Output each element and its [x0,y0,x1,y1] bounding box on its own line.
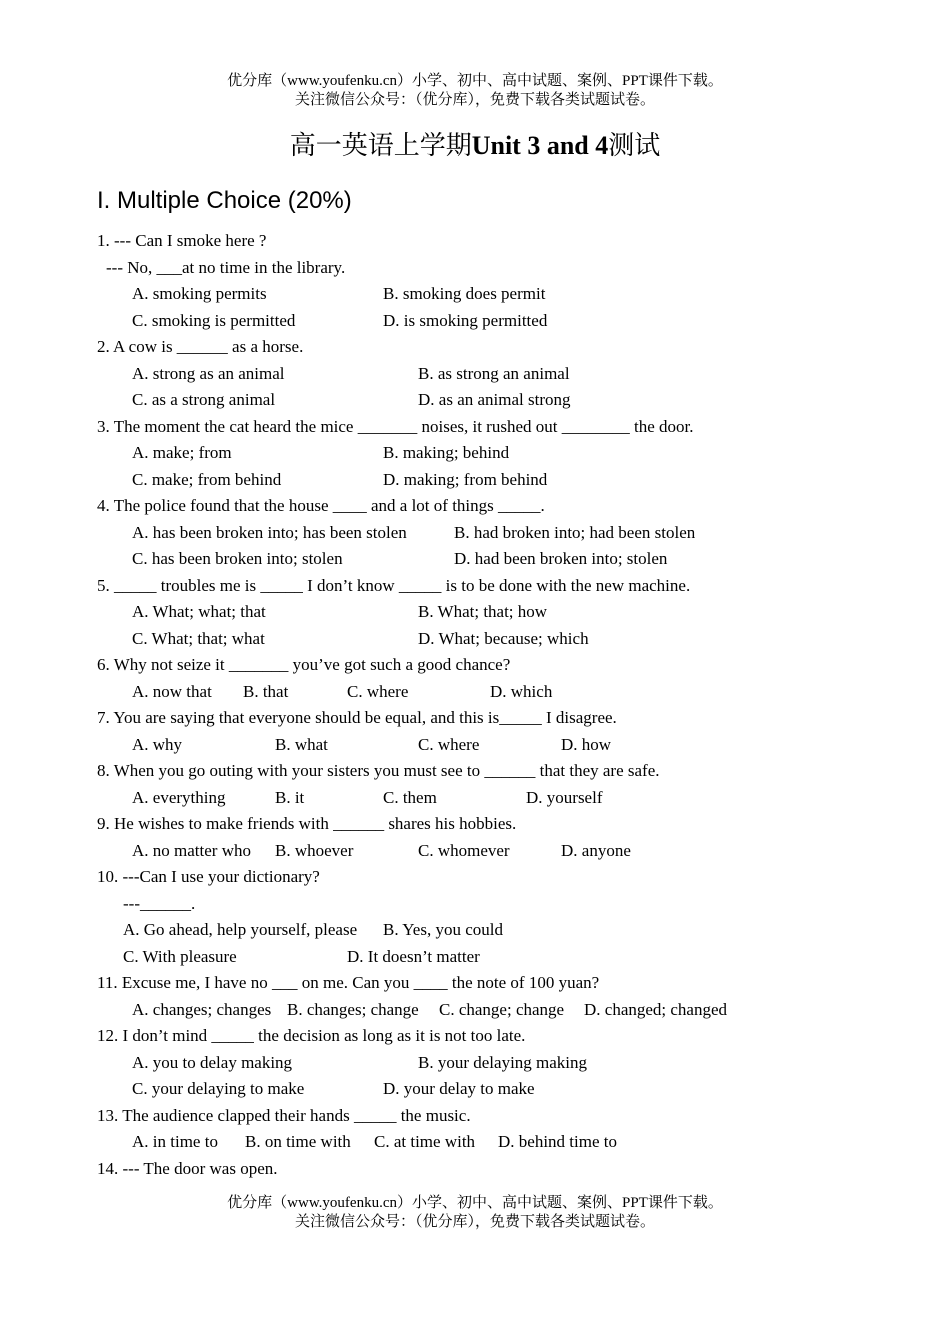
header-line-1: 优分库（www.youfenku.cn）小学、初中、高中试题、案例、PPT课件下载。 [227,73,723,89]
q12-option-a: A. you to delay making [132,1052,293,1072]
q2-option-c: C. as a strong animal [132,390,276,409]
q4-option-b: B. had broken into; had been stolen [454,522,696,542]
q13-option-b: B. on time with [245,1132,351,1151]
q2-option-a: A. strong as an animal [132,363,285,383]
q2-options-row-1 [0,361,950,388]
q8-options [0,785,950,812]
q10-option-b: B. Yes, you could [383,920,503,939]
q3-stem: 3. The moment the cat heard the mice _______ noises, it rushed out ________ the door. [97,416,694,436]
q12-option-c: C. your delaying to make [132,1079,305,1098]
q3-options-row-2 [0,467,950,494]
q7-option-a: A. why [132,734,183,754]
q11-option-d: D. changed; changed [584,999,728,1019]
page-footer [0,1194,950,1232]
q10-option-d: D. It doesn’t matter [347,946,480,966]
title-suffix: 测试 [608,131,661,160]
q10-stem: 10. ---Can I use your dictionary? [97,867,320,886]
q3-option-d: D. making; from behind [383,469,548,489]
q4-options-row-1 [0,520,950,547]
q7-option-b: B. what [275,734,328,754]
q5-option-d: D. What; because; which [418,628,589,648]
q4-option-d: D. had been broken into; stolen [454,549,668,568]
q4-stem: 4. The police found that the house ____ and a lot of things _____. [97,496,545,515]
q3-option-c: C. make; from behind [132,469,282,489]
q5-option-a: A. What; what; that [132,602,266,621]
q2-option-d: D. as an animal strong [418,390,571,409]
q12-options-row-2 [0,1076,950,1103]
q13-option-a: A. in time to [132,1132,218,1151]
q11-option-a: A. changes; changes [132,999,272,1019]
section-heading: I. Multiple Choice (20%) [97,187,352,214]
q1-option-a: A. smoking permits [132,284,267,303]
q5-options-row-2 [0,626,950,653]
q12-options-row-1 [0,1050,950,1077]
q1-option-b: B. smoking does permit [383,284,546,303]
q4-option-a: A. has been broken into; has been stolen [132,522,407,542]
q7-option-c: C. where [418,734,480,754]
q8-stem: 8. When you go outing with your sisters you must see to ______ that they are safe. [97,761,660,780]
q4-option-c: C. has been broken into; stolen [132,549,343,568]
q1-stem: 1. --- Can I smoke here ? [97,231,267,250]
q10-stem-2: ---______. [123,893,196,913]
q5-option-c: C. What; that; what [132,628,265,648]
q8-option-d: D. yourself [526,787,603,807]
q3-option-b: B. making; behind [383,443,510,462]
q7-stem: 7. You are saying that everyone should be equal, and this is_____ I disagree. [97,708,617,727]
q6-option-c: C. where [347,681,409,701]
q4-options-row-2 [0,546,950,573]
q1-option-d: D. is smoking permitted [383,310,548,330]
footer-line-1: 优分库（www.youfenku.cn）小学、初中、高中试题、案例、PPT课件下载。 [227,1195,723,1211]
q13-option-d: D. behind time to [498,1132,617,1151]
q8-option-a: A. everything [132,787,226,807]
q1-options-row-2 [0,308,950,335]
q3-options-row-1 [0,440,950,467]
q9-option-a: A. no matter who [132,840,251,860]
q7-option-d: D. how [561,734,612,754]
q10-option-c: C. With pleasure [123,946,237,966]
footer-line-2: 关注微信公众号：（优分库），免费下载各类试题试卷。 [294,1214,655,1230]
q11-option-c: C. change; change [439,999,565,1019]
document-title [0,128,950,164]
q9-option-b: B. whoever [275,840,354,860]
q12-option-b: B. your delaying making [418,1052,588,1072]
title-unit: Unit 3 and 4 [471,131,609,160]
q13-options [0,1129,950,1156]
q2-options-row-2 [0,387,950,414]
q12-option-d: D. your delay to make [383,1079,535,1098]
header-line-2: 关注微信公众号：（优分库），免费下载各类试题试卷。 [294,92,655,108]
page-header [0,72,950,110]
q13-stem: 13. The audience clapped their hands _____ the music. [97,1105,471,1125]
q11-stem: 11. Excuse me, I have no ___ on me. Can you ____ the note of 100 yuan? [97,973,600,992]
q6-option-d: D. which [490,681,553,701]
q3-option-a: A. make; from [132,443,232,462]
q9-option-d: D. anyone [561,840,631,860]
q10-options-row-2 [0,944,950,971]
q5-options-row-1 [0,599,950,626]
q2-option-b: B. as strong an animal [418,363,570,383]
q11-option-b: B. changes; change [287,999,419,1019]
q5-option-b: B. What; that; how [418,602,548,621]
q10-option-a: A. Go ahead, help yourself, please [123,920,358,939]
q9-option-c: C. whomever [418,840,510,860]
q11-options [0,997,950,1024]
q8-option-c: C. them [383,787,437,807]
q5-stem: 5. _____ troubles me is _____ I don’t know _____ is to be done with the new machine. [97,575,691,595]
q1-option-c: C. smoking is permitted [132,310,296,330]
q14-stem: 14. --- The door was open. [97,1158,278,1178]
q8-option-b: B. it [275,787,305,807]
q1-stem-2: --- No, ___at no time in the library. [106,257,346,277]
q7-options [0,732,950,759]
q13-option-c: C. at time with [374,1132,476,1151]
q6-stem: 6. Why not seize it _______ you’ve got such a good chance? [97,655,511,674]
q10-options-row-1 [0,917,950,944]
q9-options [0,838,950,865]
q1-options-row-1 [0,281,950,308]
q2-stem: 2. A cow is ______ as a horse. [97,337,304,356]
q6-options [0,679,950,706]
q9-stem: 9. He wishes to make friends with ______ shares his hobbies. [97,814,517,833]
q6-option-b: B. that [243,681,289,701]
q6-option-a: A. now that [132,681,212,701]
q12-stem: 12. I don’t mind _____ the decision as long as it is not too late. [97,1026,526,1045]
title-prefix: 高一英语上学期 [289,131,472,160]
